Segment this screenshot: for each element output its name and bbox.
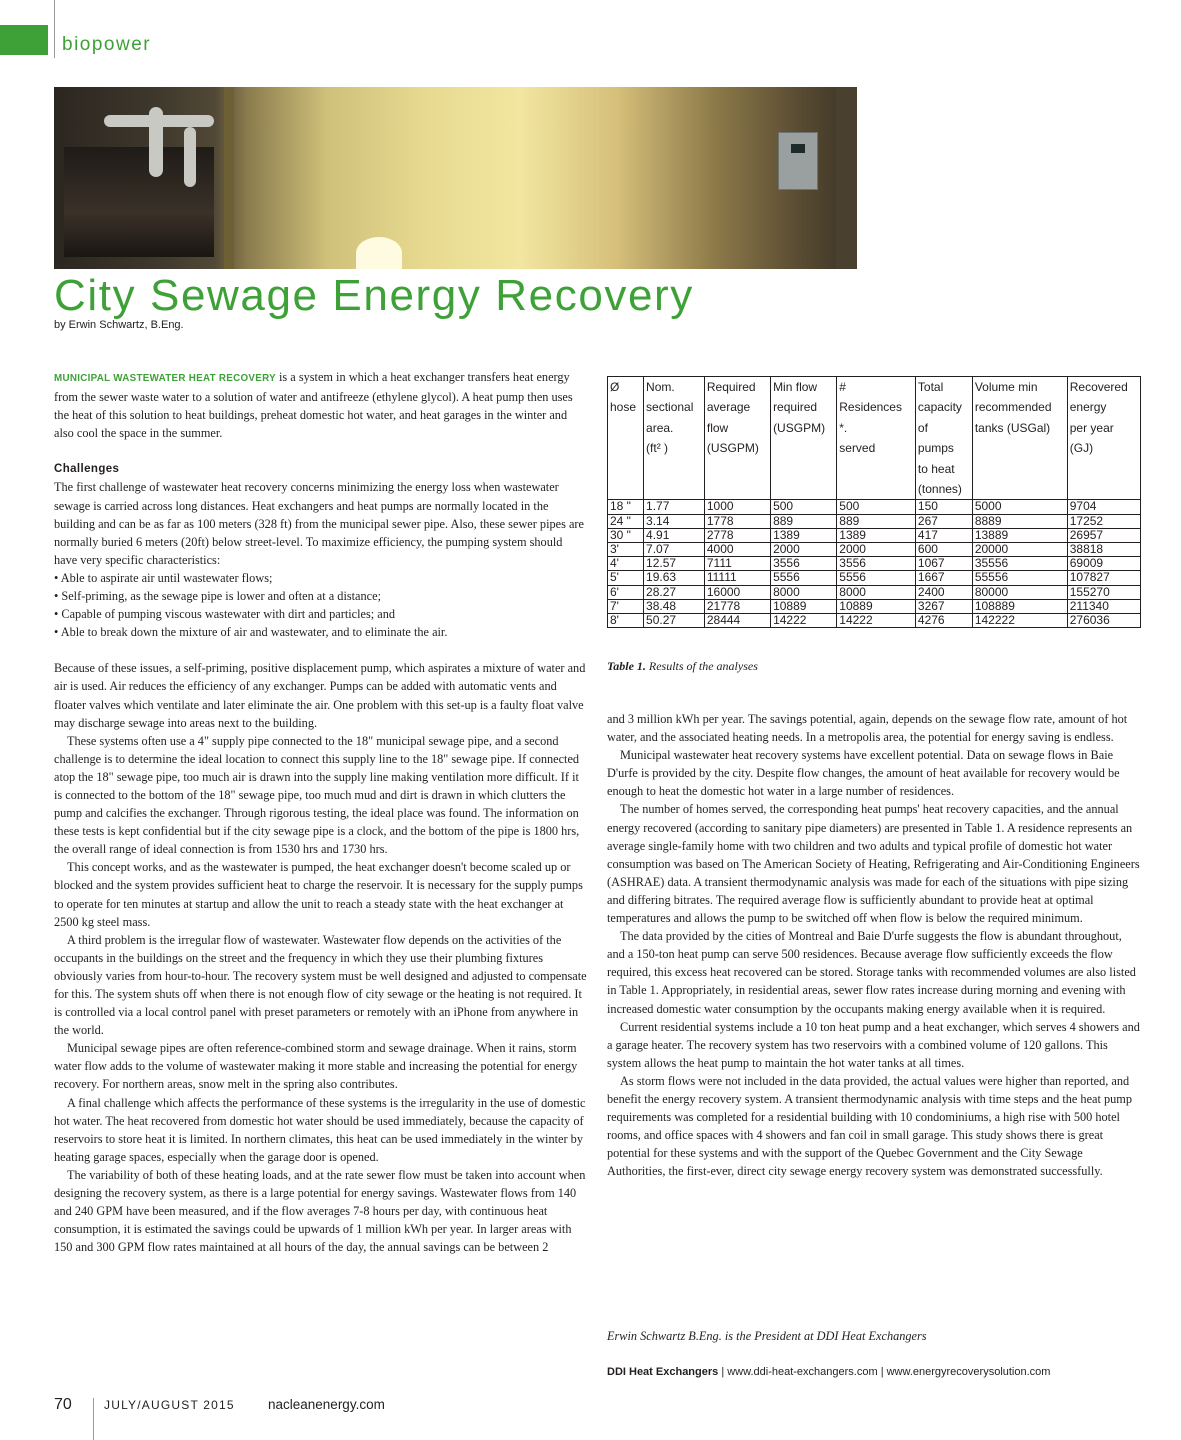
table-row — [608, 557, 1141, 571]
body-paragraph: The number of homes served, the corresponding heat pumps' heat recovery capacities, and the annual energy recovered (according to sanitary pipe diameters) are presented in Table 1. A residence represents an average single-family home with two children and two adults and typical profile of domestic hot water consumption was based on The American Society of Heating, Refrigerating and Air-Conditioning Engineers (ASHRAE) data. A transient thermodynamic analysis was made for each of the situations with pipe sizing and differing bitrates. The required average flow is sufficiently abundant to provide heat at optimal temperatures and allows the pump to be switched off when flow is below the required minimum. — [607, 802, 1140, 926]
table-cell: 30 " — [608, 528, 644, 542]
contact-line — [607, 1366, 1050, 1378]
table-caption — [607, 659, 758, 674]
table-header-cell: Volume min recommended tanks (USGal) — [972, 377, 1067, 500]
table-cell: 14222 — [837, 614, 916, 628]
photo-pipe — [149, 107, 163, 177]
table-row — [608, 585, 1141, 599]
site-name: nacleanenergy.com — [268, 1397, 385, 1412]
lead-in: MUNICIPAL WASTEWATER HEAT RECOVERY — [54, 373, 276, 384]
table-cell: 500 — [771, 500, 837, 514]
table-header-cell: Ø hose — [608, 377, 644, 500]
table-cell: 8889 — [972, 514, 1067, 528]
table-cell: 2000 — [771, 543, 837, 557]
body-paragraph: Because of these issues, a self-priming, positive displacement pump, which aspirates a mixture of water and air is used. Air reduces the efficiency of any exchanger. Pumps can be added with automatic vents and floater valves which ventilate and later eliminate the air. One problem with this set-up is a faulty float valve may discharge sewage into areas next to the building. — [54, 661, 586, 730]
table-cell: 500 — [837, 500, 916, 514]
table-cell: 7111 — [704, 557, 770, 571]
table-body — [608, 500, 1141, 628]
body-paragraph: This concept works, and as the wastewater is pumped, the heat exchanger doesn't become scaled up or blocked and the system provides sufficient heat to charge the reservoir. It is necessary for the supply pumps to operate for ten minutes at startup and allow the unit to reach a steady state with the heat exchanger at 2500 kg steel mass. — [54, 860, 583, 929]
table-row — [608, 599, 1141, 613]
table-cell: 11111 — [704, 571, 770, 585]
table-row — [608, 543, 1141, 557]
table-cell: 8000 — [837, 585, 916, 599]
table-cell: 7' — [608, 599, 644, 613]
table-cell: 3.14 — [644, 514, 705, 528]
body-paragraph: Municipal wastewater heat recovery systems have excellent potential. Data on sewage flows in Baie D'urfe is provided by the city. Despite flow changes, the amount of heat available for recovery would be enough to heat the domestic hot water in a large number of residences. — [607, 748, 1120, 799]
table-cell: 24 " — [608, 514, 644, 528]
table-row — [608, 514, 1141, 528]
photo-door-frame — [224, 87, 234, 269]
bullet-item: • Capable of pumping viscous wastewater with dirt and particles; and — [54, 607, 396, 622]
bullet-item: • Able to break down the mixture of air and wastewater, and to eliminate the air. — [54, 625, 448, 640]
table-cell: 5000 — [972, 500, 1067, 514]
table-caption-text: Results of the analyses — [645, 659, 758, 673]
table-header-cell: # Residences *. served — [837, 377, 916, 500]
challenges-heading: Challenges — [54, 463, 120, 476]
table-cell: 108889 — [972, 599, 1067, 613]
table-cell: 16000 — [704, 585, 770, 599]
intro-paragraph — [54, 368, 587, 442]
table-header-cell: Total capacity of pumps to heat (tonnes) — [915, 377, 972, 500]
table-cell: 69009 — [1067, 557, 1140, 571]
table-cell: 2000 — [837, 543, 916, 557]
table-cell: 889 — [837, 514, 916, 528]
table-header-row — [608, 377, 1141, 500]
table-cell: 17252 — [1067, 514, 1140, 528]
page-number: 70 — [54, 1396, 72, 1413]
body-paragraph: The data provided by the cities of Montreal and Baie D'urfe suggests the flow is abundant throughout, and a 150-ton heat pump can serve 500 residences. Because average flow sufficiently exceeds the flow required, this excess heat recovered can be stored. Storage tanks with recommended volumes are also listed in Table 1. Appropriately, in residential areas, sewer flow rates increase during morning and evening with increased domestic water consumption by the occupants making energy available when it is required. — [607, 929, 1136, 1016]
table-header-cell: Min flow required (USGPM) — [771, 377, 837, 500]
table-cell: 211340 — [1067, 599, 1140, 613]
table-cell: 20000 — [972, 543, 1067, 557]
table-cell: 10889 — [837, 599, 916, 613]
body-paragraph: Municipal sewage pipes are often reference-combined storm and sewage drainage. When it rains, storm water flow adds to the volume of wastewater making it more stable and increasing the potential for energy recovery. For northern areas, snow melt in the spring also contributes. — [54, 1041, 578, 1092]
table-cell: 2778 — [704, 528, 770, 542]
table-header-cell: Required average flow (USGPM) — [704, 377, 770, 500]
photo-lamp — [356, 237, 402, 269]
table-cell: 12.57 — [644, 557, 705, 571]
table-row — [608, 528, 1141, 542]
section-label: biopower — [62, 34, 152, 55]
table-cell: 50.27 — [644, 614, 705, 628]
table-cell: 600 — [915, 543, 972, 557]
body-paragraph: A final challenge which affects the performance of these systems is the irregularity in the use of domestic hot water. The heat recovered from domestic hot water should be used immediately, because the capacity of reservoirs to store heat it is limited. In northern climates, this heat can be used immediately in the winter by heating garage spaces, especially when the garage door is opened. — [54, 1095, 586, 1164]
table-cell: 38.48 — [644, 599, 705, 613]
table-cell: 150 — [915, 500, 972, 514]
table-cell: 5556 — [837, 571, 916, 585]
contact-company: DDI Heat Exchangers — [607, 1366, 719, 1378]
table-cell: 1667 — [915, 571, 972, 585]
table-cell: 155270 — [1067, 585, 1140, 599]
photo-wall-edge — [836, 87, 857, 269]
body-paragraph: and 3 million kWh per year. The savings potential, again, depends on the sewage flow rate, amount of hot water, and the associated heating needs. In a metropolis area, the potential for energy saving is endless. — [607, 712, 1128, 745]
body-paragraph: A third problem is the irregular flow of wastewater. Wastewater flow depends on the activities of the occupants in the buildings on the street and the frequency in which they use their plumbing fixtures obviously varies from hour-to-hour. The recovery system must be well designed and adjusted to compensate for this. The system shuts off when there is not enough flow of city sewage or the heating is not required. It is controlled via a local control panel with preset parameters or remotely with an iPhone from anywhere in the world. — [54, 932, 587, 1038]
table-cell: 38818 — [1067, 543, 1140, 557]
photo-control-panel — [778, 132, 818, 190]
table-cell: 4' — [608, 557, 644, 571]
bullet-item: • Able to aspirate air until wastewater flows; — [54, 570, 273, 585]
table-cell: 10889 — [771, 599, 837, 613]
table-cell: 417 — [915, 528, 972, 542]
body-paragraph: The first challenge of wastewater heat recovery concerns minimizing the energy loss when wastewater sewage is carried across long distances. Heat exchangers and heat pumps are normally located in the building and can be as far as 100 meters (328 ft) from the municipal sewer pipe. Also, these sewer pipes are normally buried 6 meters (20ft) below street-level. To maximize efficiency, the pumping system should have very specific characteristics: — [54, 480, 584, 567]
table-cell: 3' — [608, 543, 644, 557]
footer-divider — [93, 1398, 94, 1440]
author-note: Erwin Schwartz B.Eng. is the President at DDI Heat Exchangers — [607, 1329, 927, 1343]
table-cell: 5556 — [771, 571, 837, 585]
table-cell: 3267 — [915, 599, 972, 613]
table-cell: 9704 — [1067, 500, 1140, 514]
table-cell: 1389 — [771, 528, 837, 542]
table-cell: 7.07 — [644, 543, 705, 557]
results-table — [607, 376, 1141, 628]
table-cell: 4.91 — [644, 528, 705, 542]
table-cell: 13889 — [972, 528, 1067, 542]
table-cell: 26957 — [1067, 528, 1140, 542]
table-cell: 14222 — [771, 614, 837, 628]
header-divider — [54, 0, 55, 58]
body-paragraph: These systems often use a 4" supply pipe connected to the 18" municipal sewage pipe, and a second challenge is to determine the ideal location to connect this supply line to the 18" sewage pipe. If connected atop the 18" sewage pipe, too much air is drawn into the supply line making ventilation more difficult. If it is connected to the bottom of the 18" sewage pipe, too much mud and dirt is drawn in which clutters the pump and calcifies the exchanger. Through rigorous testing, the ideal place was found. The information on these tests is kept confidential but if the city sewage pipe is a clock, and the bottom of the pipe is 1800 hrs, the overall range of ideal connection is from 1530 hrs and 1730 hrs. — [54, 733, 580, 857]
table-cell: 1389 — [837, 528, 916, 542]
table-cell: 2400 — [915, 585, 972, 599]
table-cell: 267 — [915, 514, 972, 528]
right-column — [607, 710, 1141, 1180]
table-cell: 276036 — [1067, 614, 1140, 628]
byline: by Erwin Schwartz, B.Eng. — [54, 319, 184, 331]
intro-text: is a system in which a heat exchanger transfers heat energy from the sewer waste water to a solution of water and antifreeze (ethylene glycol). A heat pump then uses the heat of this solution to heat buildings, preheat domestic hot water, and heat garages in the winter and also cool the space in the summer. — [54, 370, 573, 441]
table-cell: 142222 — [972, 614, 1067, 628]
left-column — [54, 368, 587, 1256]
section-color-tab — [0, 25, 48, 55]
issue-date: JULY/AUGUST 2015 — [104, 1398, 235, 1412]
photo-control-screen — [791, 144, 805, 153]
bullet-item: • Self-priming, as the sewage pipe is lower and often at a distance; — [54, 589, 381, 604]
table-row — [608, 500, 1141, 514]
body-paragraph: As storm flows were not included in the data provided, the actual values were higher than reported, and benefit the energy recovery system. A transient thermodynamic analysis with time steps and the heat pump requirements was completed for a residential building with 10 condominiums, a high rise with 500 hotel rooms, and office spaces with 4 showers and fan coil in small garage. This study shows there is great potential for these systems and with the support of the Quebec Government and the City Sewage Authorities, the first-ever, direct city sewage energy recovery system was demonstrated successfully. — [607, 1073, 1132, 1179]
table-cell: 35556 — [972, 557, 1067, 571]
table-cell: 4276 — [915, 614, 972, 628]
table-cell: 107827 — [1067, 571, 1140, 585]
table-cell: 1778 — [704, 514, 770, 528]
table-cell: 8000 — [771, 585, 837, 599]
table-cell: 1067 — [915, 557, 972, 571]
table-cell: 28444 — [704, 614, 770, 628]
table-cell: 1000 — [704, 500, 770, 514]
table-cell: 4000 — [704, 543, 770, 557]
body-paragraph: Current residential systems include a 10 ton heat pump and a heat exchanger, which serves 4 showers and a garage heater. The recovery system has two reservoirs with a combined volume of 120 gallons. This system allows the heat pump to maintain the hot water tanks at all times. — [607, 1019, 1140, 1070]
table-cell: 19.63 — [644, 571, 705, 585]
table-cell: 80000 — [972, 585, 1067, 599]
table-cell: 55556 — [972, 571, 1067, 585]
contact-links: | www.ddi-heat-exchangers.com | www.energyrecoverysolution.com — [718, 1366, 1051, 1378]
table-row — [608, 571, 1141, 585]
table-cell: 21778 — [704, 599, 770, 613]
table-cell: 18 " — [608, 500, 644, 514]
table-cell: 889 — [771, 514, 837, 528]
table-cell: 3556 — [837, 557, 916, 571]
table-header-cell: Nom. sectional area. (ft² ) — [644, 377, 705, 500]
table-cell: 1.77 — [644, 500, 705, 514]
table-cell: 28.27 — [644, 585, 705, 599]
body-paragraph: The variability of both of these heating loads, and at the rate sewer flow must be taken into account when designing the recovery system, as there is a large potential for energy savings. Wastewater flows from 140 and 240 GPM have been measured, and if the flow averages 7-8 hours per day, with continuous heat consumption, it is estimated the savings could be upwards of 1 million kWh per year. In larger areas with 150 and 300 GPM flow rates maintained at all hours of the day, the annual savings can be between 2 — [54, 1167, 586, 1255]
article-title: City Sewage Energy Recovery — [54, 271, 694, 320]
table-cell: 3556 — [771, 557, 837, 571]
table-caption-label: Table 1. — [607, 659, 646, 673]
table-header-cell: Recovered energy per year (GJ) — [1067, 377, 1140, 500]
table-cell: 6' — [608, 585, 644, 599]
table-cell: 5' — [608, 571, 644, 585]
article-photo — [54, 87, 857, 269]
table-row — [608, 614, 1141, 628]
table-cell: 8' — [608, 614, 644, 628]
photo-pipe — [184, 127, 196, 187]
